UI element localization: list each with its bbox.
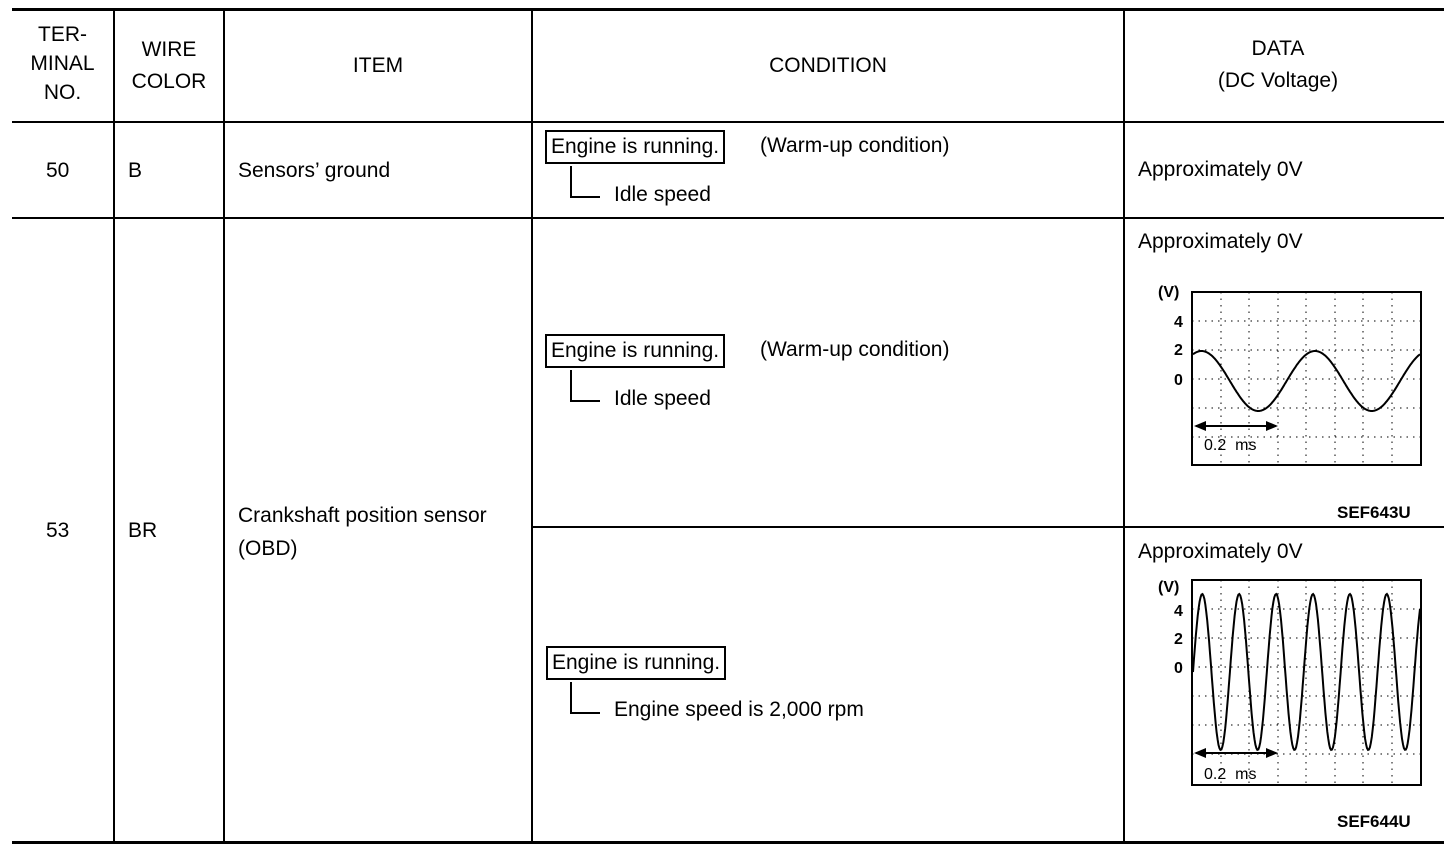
scope-chart-2000rpm xyxy=(1150,572,1430,792)
scope-chart-idle xyxy=(1150,278,1430,474)
col-divider-4 xyxy=(1123,10,1125,843)
row-53b-condition-sub: Engine speed is 2,000 rpm xyxy=(614,698,864,721)
row-50-bottom-rule xyxy=(12,217,1444,219)
header-item: ITEM xyxy=(352,54,404,77)
col-divider-1 xyxy=(113,10,115,843)
scope-2000-unit: (V) xyxy=(1158,579,1180,596)
scope-idle-waveform xyxy=(1193,351,1420,411)
row-53-terminal: 53 xyxy=(46,519,70,542)
header-data-line-2: (DC Voltage) xyxy=(1217,69,1339,92)
row-50-condition-extra: (Warm-up condition) xyxy=(760,134,950,157)
scope-2000-tick-2: 2 xyxy=(1174,631,1183,648)
scope-idle-unit: (V) xyxy=(1158,284,1180,301)
row-53a-data: Approximately 0V xyxy=(1138,230,1303,253)
header-condition: CONDITION xyxy=(769,54,887,77)
header-data-line-1: DATA xyxy=(1251,37,1305,60)
scope-idle-tick-0: 0 xyxy=(1174,372,1183,389)
col-divider-3 xyxy=(531,10,533,843)
scope-idle-time-label: 0.2 ms xyxy=(1204,437,1257,454)
row-50-terminal: 50 xyxy=(46,159,70,182)
row-50-data: Approximately 0V xyxy=(1138,158,1303,181)
table-top-rule xyxy=(12,8,1444,11)
row-53-split-rule xyxy=(532,526,1444,528)
row-50-wire: B xyxy=(128,159,143,182)
scope-2000-grid xyxy=(1192,580,1421,785)
header-terminal-line-3: NO. xyxy=(43,81,82,104)
scope-idle-tick-4: 4 xyxy=(1174,314,1183,331)
row-53b-data: Approximately 0V xyxy=(1138,540,1303,563)
col-divider-2 xyxy=(223,10,225,843)
table-bottom-rule xyxy=(12,841,1444,844)
header-terminal-line-2: MINAL xyxy=(30,52,95,75)
scope-2000-frame xyxy=(1192,580,1421,785)
header-wire-line-2: COLOR xyxy=(131,70,207,93)
row-53b-condition-branch xyxy=(570,682,600,714)
row-53b-figure-code: SEF644U xyxy=(1337,812,1411,831)
header-terminal-no xyxy=(12,20,113,107)
row-50-condition-sub: Idle speed xyxy=(614,183,711,206)
scope-2000-time-label: 0.2 ms xyxy=(1204,766,1257,783)
row-53a-figure-code: SEF643U xyxy=(1337,503,1411,522)
row-53-item-line-1: Crankshaft position sensor xyxy=(238,504,487,527)
row-53a-condition-extra: (Warm-up condition) xyxy=(760,338,950,361)
row-53a-condition-branch xyxy=(570,370,600,402)
row-53-item-line-2: (OBD) xyxy=(238,537,298,560)
header-bottom-rule xyxy=(12,121,1444,123)
row-50-item: Sensors’ ground xyxy=(238,159,391,182)
header-wire-line-1: WIRE xyxy=(141,38,197,61)
row-53a-condition-box: Engine is running. xyxy=(545,334,725,368)
header-terminal-line-1: TER- xyxy=(38,23,87,46)
row-53a-condition-sub: Idle speed xyxy=(614,387,711,410)
row-50-condition-box: Engine is running. xyxy=(545,130,725,164)
row-53-wire: BR xyxy=(128,519,158,542)
scope-2000-tick-4: 4 xyxy=(1174,603,1183,620)
row-50-condition-branch xyxy=(570,166,600,198)
header-data xyxy=(1125,33,1431,97)
scope-idle-tick-2: 2 xyxy=(1174,342,1183,359)
scope-2000-tick-0: 0 xyxy=(1174,660,1183,677)
header-wire-color xyxy=(115,34,223,98)
row-53b-condition-box: Engine is running. xyxy=(546,646,726,680)
